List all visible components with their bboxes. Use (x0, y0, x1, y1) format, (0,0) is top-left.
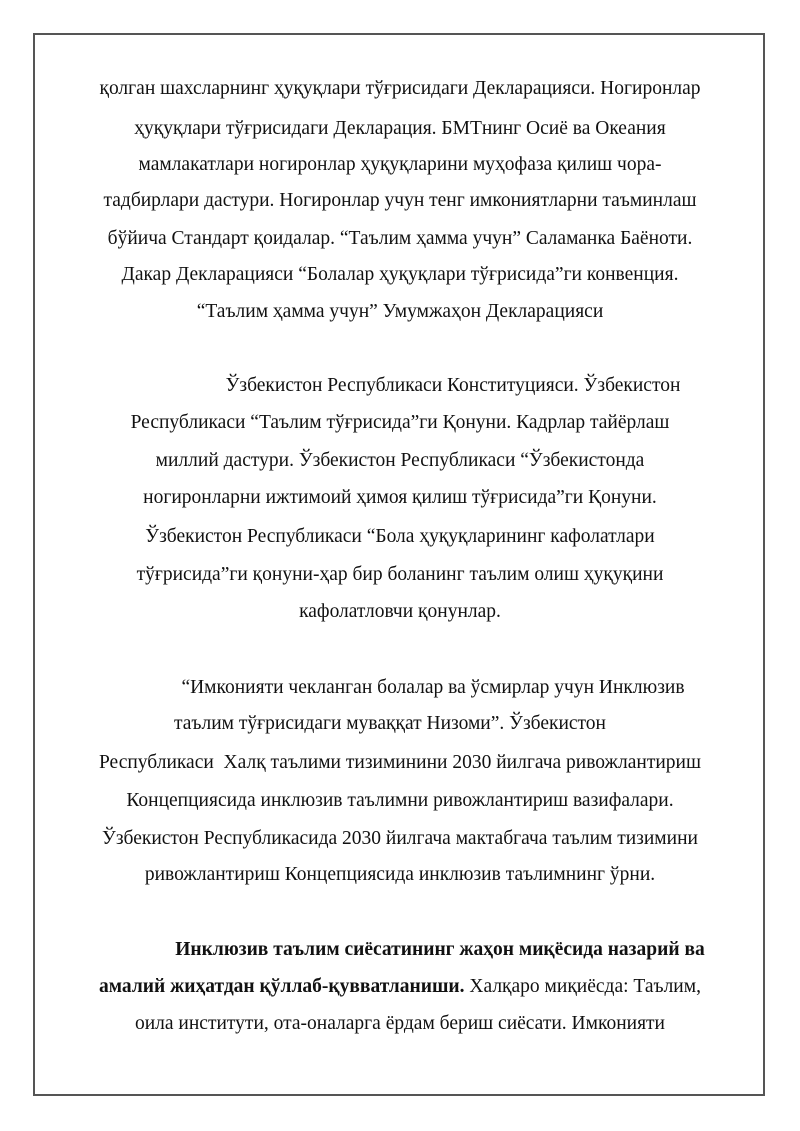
text-line: ҳуқуқлари тўғрисидаги Декларация. БМТнинг Осиё ва Океания (134, 118, 666, 139)
text-line: мамлакатлари ногиронлар ҳуқуқларини муҳофаза қилиш чора- (138, 154, 662, 175)
text-line: Ўзбекистон Республикасида 2030 йилгача мактабгача таълим тизимини (102, 828, 698, 849)
text-line: тадбирлари дастури. Ногиронлар учун тенг имкониятларни таъминлаш (103, 190, 697, 211)
text-line: Республикаси “Таълим тўғрисида”ги Қонуни. Кадрлар тайёрлаш (130, 412, 670, 433)
text-line: Ўзбекистон Республикаси Конституцияси. Ўзбекистон (225, 375, 681, 396)
text-line: Республикаси Халқ таълими тизиминини 2030 йилгача ривожлантириш (98, 752, 702, 773)
text-line: “Имконияти чекланган болалар ва ўсмирлар учун Инклюзив (181, 677, 685, 698)
text-line: миллий дастури. Ўзбекистон Республикаси “Ўзбекистонда (155, 450, 645, 471)
text-line: ногиронларни ижтимоий ҳимоя қилиш тўғрисида”ги Қонуни. (143, 487, 657, 508)
text-span: Халқаро миқиёсда: Таълим, (464, 976, 701, 997)
text-line: кафолатловчи қонунлар. (299, 601, 501, 622)
text-line: “Таълим ҳамма учун” Умумжаҳон Декларацияси (196, 301, 604, 322)
text-line (0, 975, 800, 999)
text-line: Концепциясида инклюзив таълимни ривожлантириш вазифалари. (126, 790, 674, 811)
text-line: таълим тўғрисидаги муваққат Низоми”. Ўзбекистон (173, 713, 606, 734)
text-line: тўғрисида”ги қонуни-ҳар бир боланинг таълим олиш ҳуқуқини (136, 564, 664, 585)
text-line: Ўзбекистон Республикаси “Бола ҳуқуқларининг кафолатлари (145, 526, 655, 547)
text-line: оила институти, ота-оналарга ёрдам бериш сиёсати. Имконияти (134, 1013, 665, 1034)
text-line: ривожлантириш Концепциясида инклюзив таълимнинг ўрни. (144, 864, 656, 885)
section-heading-continued: амалий жиҳатдан қўллаб-қувватланиши. (99, 976, 465, 997)
text-line: қолган шахсларнинг ҳуқуқлари тўғрисидаги Декларацияси. Ногиронлар (99, 78, 701, 99)
text-line: бўйича Стандарт қоидалар. “Таълим ҳамма учун” Саламанка Баёноти. (107, 228, 693, 249)
section-heading: Инклюзив таълим сиёсатининг жаҳон миқёсида назарий ва (175, 939, 705, 960)
text-line: Дакар Декларацияси “Болалар ҳуқуқлари тўғрисида”ги конвенция. (121, 264, 679, 285)
